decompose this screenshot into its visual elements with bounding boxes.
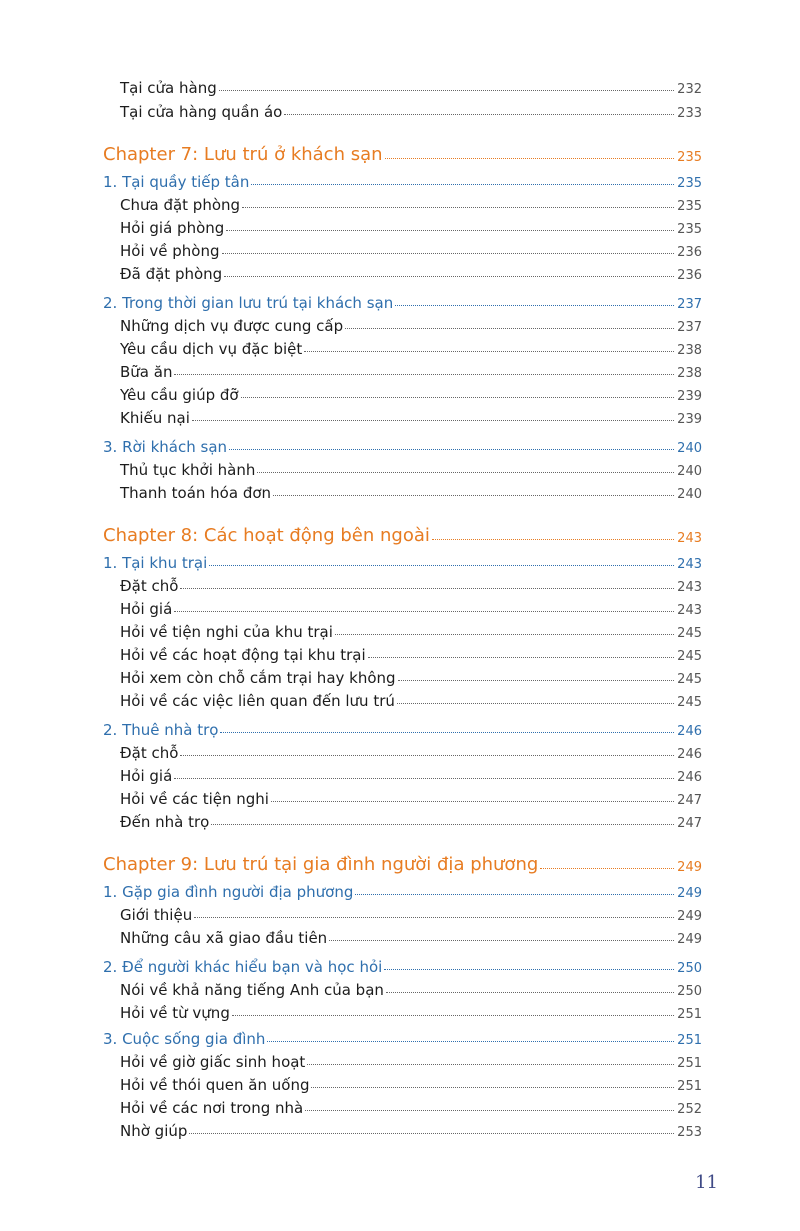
toc-sub-title: Hỏi xem còn chỗ cắm trại hay không: [120, 669, 396, 687]
toc-page-number: 233: [677, 106, 702, 121]
toc-chapter-row: [0, 847, 800, 875]
toc-sub-title: Đặt chỗ: [120, 744, 179, 762]
toc-sub-row: [0, 999, 800, 1022]
toc-sub-row: [0, 595, 800, 618]
toc-page-number: 243: [677, 603, 702, 618]
toc-chapter-row: [0, 137, 800, 165]
toc-page-number: 237: [677, 297, 702, 312]
dot-leader: [180, 755, 674, 756]
toc-sub-title: Hỏi về các việc liên quan đến lưu trú: [120, 692, 395, 710]
toc-sub-row: [0, 381, 800, 404]
toc-page-number: 238: [677, 366, 702, 381]
toc-page-number: 245: [677, 626, 702, 641]
dot-leader: [267, 1041, 674, 1042]
toc-page-number: 251: [677, 1056, 702, 1071]
toc-page-number: 243: [677, 531, 702, 546]
toc-page-number: 243: [677, 557, 702, 572]
toc-sub-row: [0, 1071, 800, 1094]
dot-leader: [242, 207, 674, 208]
toc-page-number: 236: [677, 268, 702, 283]
toc-chapter-title: Chapter 9: Lưu trú tại gia đình người địa phương: [103, 854, 539, 875]
toc-page-number: 235: [677, 222, 702, 237]
toc-section-title: 2. Thuê nhà trọ: [103, 721, 219, 739]
toc-sub-title: Những dịch vụ được cung cấp: [120, 317, 344, 335]
toc-sub-title: Đến nhà trọ: [120, 813, 210, 831]
toc-page-number: 250: [677, 984, 702, 999]
dot-leader: [194, 917, 674, 918]
toc-page-number: 240: [677, 487, 702, 502]
toc-sub-row: [0, 901, 800, 924]
dot-leader: [397, 703, 674, 704]
toc-sub-title: Thủ tục khởi hành: [120, 461, 256, 479]
dot-leader: [540, 868, 674, 869]
toc-sub-title: Chưa đặt phòng: [120, 196, 241, 214]
toc-sub-row: [0, 976, 800, 999]
dot-leader: [385, 158, 675, 159]
toc-page-number: 249: [677, 932, 702, 947]
dot-leader: [307, 1064, 674, 1065]
toc-section-title: 2. Trong thời gian lưu trú tại khách sạn: [103, 294, 394, 312]
toc-sub-row: [0, 739, 800, 762]
toc-sub-title: Tại cửa hàng quần áo: [120, 103, 283, 121]
toc-page-number: 240: [677, 464, 702, 479]
toc-sub-row: [0, 785, 800, 808]
dot-leader: [368, 657, 675, 658]
toc-page-number: 252: [677, 1102, 702, 1117]
dot-leader: [241, 397, 675, 398]
toc-sub-row: [0, 687, 800, 710]
dot-leader: [220, 732, 674, 733]
dot-leader: [174, 374, 674, 375]
toc-section-row: [0, 953, 800, 976]
toc-sub-title: Yêu cầu dịch vụ đặc biệt: [120, 340, 303, 358]
toc-chapter-title: Chapter 7: Lưu trú ở khách sạn: [103, 144, 383, 165]
dot-leader: [251, 184, 674, 185]
toc-sub-title: Nhờ giúp: [120, 1122, 188, 1140]
toc-sub-title: Yêu cầu giúp đỡ: [120, 386, 239, 404]
toc-sub-title: Hỏi về từ vựng: [120, 1004, 230, 1022]
toc-sub-title: Giới thiệu: [120, 906, 193, 924]
toc-sub-title: Khiếu nại: [120, 409, 190, 427]
toc-page-number: 239: [677, 389, 702, 404]
dot-leader: [257, 472, 674, 473]
dot-leader: [189, 1133, 674, 1134]
toc-sub-row: [0, 664, 800, 687]
toc-sub-row: [0, 808, 800, 831]
dot-leader: [305, 1110, 674, 1111]
toc-sub-title: Hỏi về các tiện nghi: [120, 790, 269, 808]
toc-sub-row: [0, 335, 800, 358]
toc-page-number: 251: [677, 1007, 702, 1022]
toc-sub-title: Hỏi về tiện nghi của khu trại: [120, 623, 333, 641]
toc-page-number: 253: [677, 1125, 702, 1140]
toc-section-row: [0, 289, 800, 312]
dot-leader: [180, 588, 674, 589]
dot-leader: [311, 1087, 674, 1088]
toc-page-number: 246: [677, 747, 702, 762]
dot-leader: [335, 634, 674, 635]
toc-page-number: 251: [677, 1033, 702, 1048]
dot-leader: [211, 824, 674, 825]
toc-sub-row: [0, 1117, 800, 1140]
toc-section-row: [0, 878, 800, 901]
toc-chapter-title: Chapter 8: Các hoạt động bên ngoài: [103, 525, 430, 546]
toc-section-row: [0, 549, 800, 572]
toc-section-row: [0, 1025, 800, 1048]
toc-sub-title: Hỏi về phòng: [120, 242, 220, 260]
toc-sub-row: [0, 98, 800, 121]
toc-sub-row: [0, 762, 800, 785]
toc-sub-row: [0, 260, 800, 283]
toc-sub-row: [0, 214, 800, 237]
toc-sub-row: [0, 618, 800, 641]
toc-page-number: 246: [677, 724, 702, 739]
toc-section-title: 2. Để người khác hiểu bạn và học hỏi: [103, 958, 383, 976]
toc-page-number: 232: [677, 82, 702, 97]
toc-sub-title: Hỏi về thói quen ăn uống: [120, 1076, 310, 1094]
dot-leader: [174, 611, 674, 612]
toc-sub-row: [0, 1048, 800, 1071]
toc-page-number: 245: [677, 649, 702, 664]
toc-page-number: 243: [677, 580, 702, 595]
toc-page-number: 235: [677, 150, 702, 165]
toc-sub-row: [0, 924, 800, 947]
toc-page-number: 249: [677, 886, 702, 901]
toc-chapter-row: [0, 518, 800, 546]
toc-page-number: 247: [677, 793, 702, 808]
toc-sub-title: Đã đặt phòng: [120, 265, 223, 283]
toc-page-number: 235: [677, 176, 702, 191]
toc-sub-row: [0, 404, 800, 427]
toc-page-number: 237: [677, 320, 702, 335]
toc-sub-title: Những câu xã giao đầu tiên: [120, 929, 328, 947]
dot-leader: [174, 778, 674, 779]
toc-page-number: 235: [677, 199, 702, 214]
toc-page-number: 240: [677, 441, 702, 456]
dot-leader: [395, 305, 674, 306]
dot-leader: [224, 276, 674, 277]
toc-page-number: 249: [677, 860, 702, 875]
toc-section-title: 1. Tại khu trại: [103, 554, 208, 572]
toc-page-number: 251: [677, 1079, 702, 1094]
toc-sub-row: [0, 312, 800, 335]
toc-sub-row: [0, 74, 800, 97]
toc-section-title: 3. Rời khách sạn: [103, 438, 228, 456]
dot-leader: [304, 351, 674, 352]
toc-sub-row: [0, 572, 800, 595]
dot-leader: [219, 90, 674, 91]
toc-section-title: 1. Tại quầy tiếp tân: [103, 173, 250, 191]
toc-sub-title: Hỏi về các nơi trong nhà: [120, 1099, 304, 1117]
dot-leader: [209, 565, 674, 566]
toc-sub-row: [0, 456, 800, 479]
toc-sub-title: Tại cửa hàng: [120, 79, 217, 97]
toc-sub-title: Hỏi giá phòng: [120, 219, 225, 237]
toc-page-number: 246: [677, 770, 702, 785]
toc-section-row: [0, 433, 800, 456]
toc-section-title: 1. Gặp gia đình người địa phương: [103, 883, 354, 901]
dot-leader: [386, 992, 674, 993]
toc-section-title: 3. Cuộc sống gia đình: [103, 1030, 266, 1048]
dot-leader: [192, 420, 674, 421]
toc-sub-row: [0, 237, 800, 260]
toc-section-row: [0, 716, 800, 739]
toc-page-number: 239: [677, 412, 702, 427]
toc-sub-row: [0, 641, 800, 664]
dot-leader: [329, 940, 674, 941]
toc-page-number: 238: [677, 343, 702, 358]
toc-sub-title: Hỏi giá: [120, 600, 173, 618]
toc-page-number: 249: [677, 909, 702, 924]
toc-sub-title: Bữa ăn: [120, 363, 173, 381]
toc-sub-title: Hỏi về giờ giấc sinh hoạt: [120, 1053, 306, 1071]
toc-sub-title: Hỏi giá: [120, 767, 173, 785]
dot-leader: [222, 253, 675, 254]
toc-page-number: 245: [677, 672, 702, 687]
toc-section-row: [0, 168, 800, 191]
toc-page-number: 250: [677, 961, 702, 976]
dot-leader: [432, 539, 674, 540]
toc-sub-row: [0, 358, 800, 381]
toc-sub-row: [0, 1094, 800, 1117]
page-number: 11: [695, 1172, 718, 1193]
toc-page-number: 236: [677, 245, 702, 260]
dot-leader: [271, 801, 674, 802]
toc-sub-row: [0, 191, 800, 214]
toc-sub-title: Thanh toán hóa đơn: [120, 484, 272, 502]
dot-leader: [273, 495, 674, 496]
dot-leader: [345, 328, 674, 329]
dot-leader: [226, 230, 674, 231]
toc-sub-title: Nói về khả năng tiếng Anh của bạn: [120, 981, 384, 999]
toc-sub-title: Đặt chỗ: [120, 577, 179, 595]
dot-leader: [229, 449, 674, 450]
dot-leader: [232, 1015, 674, 1016]
dot-leader: [384, 969, 674, 970]
toc-page-number: 247: [677, 816, 702, 831]
dot-leader: [355, 894, 674, 895]
toc-sub-row: [0, 479, 800, 502]
dot-leader: [398, 680, 675, 681]
toc-page-number: 245: [677, 695, 702, 710]
dot-leader: [284, 114, 674, 115]
toc-sub-title: Hỏi về các hoạt động tại khu trại: [120, 646, 366, 664]
